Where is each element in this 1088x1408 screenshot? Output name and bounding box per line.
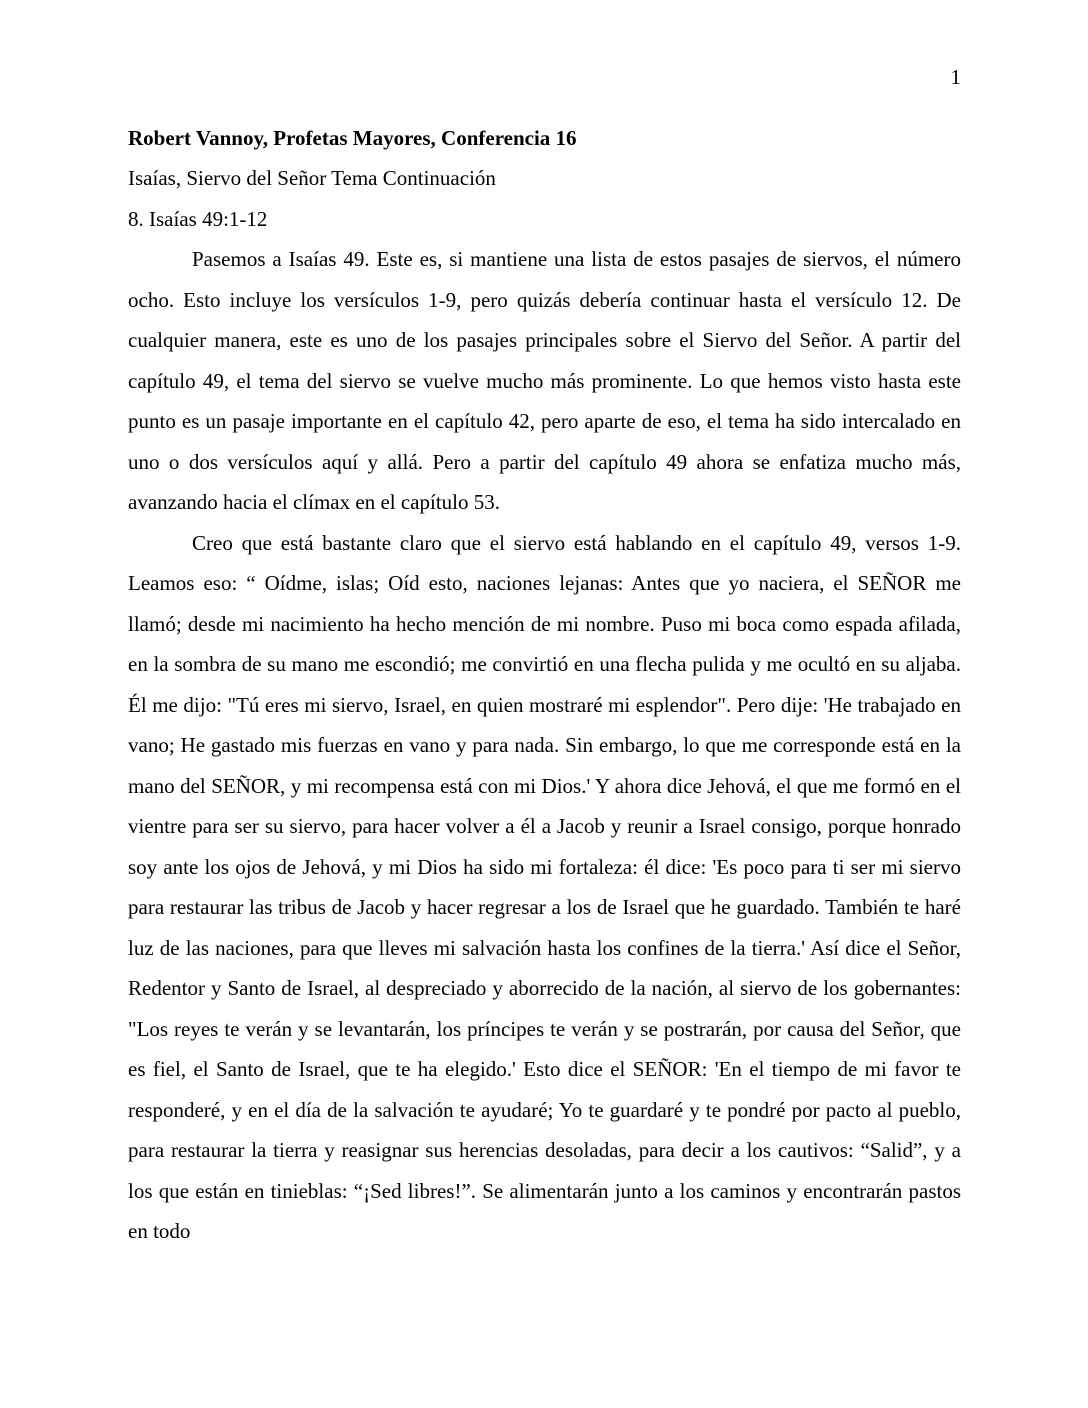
document-title: Robert Vannoy, Profetas Mayores, Conferencia 16 — [128, 125, 577, 150]
section-heading: 8. Isaías 49:1-12 — [128, 206, 268, 231]
document-subtitle: Isaías, Siervo del Señor Tema Continuación — [128, 166, 496, 190]
page-number: 1 — [950, 65, 961, 89]
body-paragraph-1: Pasemos a Isaías 49. Este es, si mantiene una lista de estos pasajes de siervos, el número ocho. Esto incluye los versículos 1-9, pero quizás debería continuar hasta el versículo 12. De cualquier manera, este es uno de los pasajes principales sobre el Siervo del Señor. A partir del capítulo 49, el tema del siervo se vuelve mucho más prominente. Lo que hemos visto hasta este punto es un pasaje importante en el capítulo 42, pero aparte de eso, el tema ha sido intercalado en uno o dos versículos aquí y allá. Pero a partir del capítulo 49 ahora se enfatiza mucho más, avanzando hacia el clímax en el capítulo 53. — [128, 247, 961, 514]
body-paragraph-2: Creo que está bastante claro que el siervo está hablando en el capítulo 49, versos 1-9. Leamos eso: “ Oídme, islas; Oíd esto, naciones lejanas: Antes que yo naciera, el SEÑOR me llamó; desde mi nacimiento ha hecho mención de mi nombre. Puso mi boca como espada afilada, en la sombra de su mano me escondió; me convirtió en una flecha pulida y me ocultó en su aljaba. Él me dijo: "Tú eres mi siervo, Israel, en quien mostraré mi esplendor". Pero dije: 'He trabajado en vano; He gastado mis fuerzas en vano y para nada. Sin embargo, lo que me corresponde está en la mano del SEÑOR, y mi recompensa está con mi Dios.' Y ahora dice Jehová, el que me formó en el vientre para ser su siervo, para hacer volver a él a Jacob y reunir a Israel consigo, porque honrado soy ante los ojos de Jehová, y mi Dios ha sido mi fortaleza: él dice: 'Es poco para ti ser mi siervo para restaurar las tribus de Jacob y hacer regresar a los de Israel que he guardado. También te haré luz de las naciones, para que lleves mi salvación hasta los confines de la tierra.' Así dice el Señor, Redentor y Santo de Israel, al despreciado y aborrecido de la nación, al siervo de los gobernantes: "Los reyes te verán y se levantarán, los príncipes te verán y se postrarán, por causa del Señor, que es fiel, el Santo de Israel, que te ha elegido.' Esto dice el SEÑOR: 'En el tiempo de mi favor te responderé, y en el día de la salvación te ayudaré; Yo te guardaré y te pondré por pacto al pueblo, para restaurar la tierra y reasignar sus herencias desoladas, para decir a los cautivos: “Salid”, y a los que están en tinieblas: “¡Sed libres!”. Se alimentarán junto a los caminos y encontrarán pastos en todo — [128, 530, 961, 1243]
